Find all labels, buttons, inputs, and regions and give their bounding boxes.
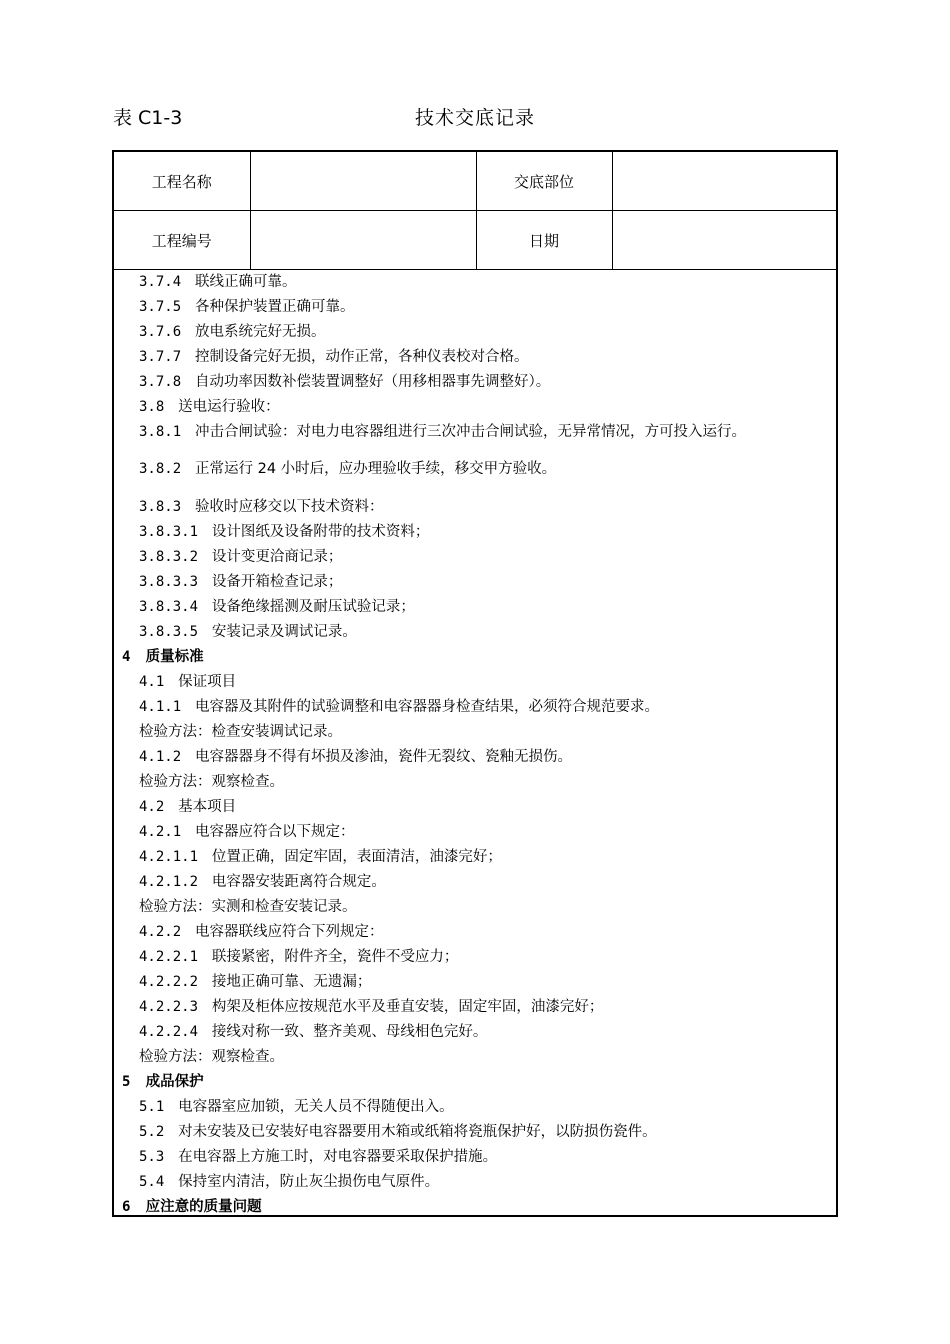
content-line xyxy=(139,1047,284,1067)
line-number: 3.7.4 xyxy=(139,274,182,290)
project-name-value xyxy=(250,152,476,211)
content-line xyxy=(139,1172,439,1192)
project-no-value xyxy=(250,211,476,270)
content-line xyxy=(139,947,458,967)
line-number: 3.8.3.1 xyxy=(139,524,199,540)
content-line xyxy=(139,1147,497,1167)
content-line xyxy=(139,722,342,742)
content-line xyxy=(139,297,354,317)
line-text: 联线正确可靠。 xyxy=(194,274,297,290)
content-line xyxy=(139,547,342,567)
line-text: 设备绝缘摇测及耐压试验记录； xyxy=(211,599,415,615)
line-number: 4.2.1.1 xyxy=(139,849,199,865)
content-line xyxy=(139,522,429,542)
line-text: 接线对称一致、整齐美观、母线相色完好。 xyxy=(211,1024,488,1040)
line-text: 设备开箱检查记录； xyxy=(211,574,343,590)
line-text: 冲击合闸试验：对电力电容器组进行三次冲击合闸试验，无异常情况，方可投入运行。 xyxy=(194,424,746,440)
line-number: 6 xyxy=(122,1199,131,1215)
project-no-label: 工程编号 xyxy=(114,211,250,270)
content-line xyxy=(122,647,204,667)
line-text: 检验方法：实测和检查安装记录。 xyxy=(139,899,357,915)
content-line xyxy=(139,422,746,442)
line-text: 电容器应符合以下规定： xyxy=(194,824,355,840)
line-number: 4.2.2.3 xyxy=(139,999,199,1015)
line-text: 控制设备完好无损，动作正常，各种仪表校对合格。 xyxy=(194,349,529,365)
content-line xyxy=(139,797,236,817)
line-text: 基本项目 xyxy=(178,799,237,815)
line-number: 4.1.2 xyxy=(139,749,182,765)
line-number: 5.4 xyxy=(139,1174,165,1190)
content-line xyxy=(139,1122,657,1142)
date-label: 日期 xyxy=(476,211,612,270)
line-text: 质量标准 xyxy=(145,649,204,665)
line-number: 4.2 xyxy=(139,799,165,815)
line-text: 检验方法：观察检查。 xyxy=(139,1049,284,1065)
project-name-label: 工程名称 xyxy=(114,152,250,211)
line-number: 5.1 xyxy=(139,1099,165,1115)
content-line xyxy=(139,772,284,792)
line-number: 4.2.1 xyxy=(139,824,182,840)
line-number: 5 xyxy=(122,1074,131,1090)
line-number: 5.2 xyxy=(139,1124,165,1140)
line-text: 应注意的质量问题 xyxy=(145,1199,262,1215)
content-line xyxy=(139,597,415,617)
content-line xyxy=(139,822,354,842)
content-line xyxy=(139,322,325,342)
line-number: 3.8.3 xyxy=(139,499,182,515)
content-line xyxy=(139,672,236,692)
content-line xyxy=(139,397,280,417)
line-text: 检验方法：观察检查。 xyxy=(139,774,284,790)
line-number: 3.7.5 xyxy=(139,299,182,315)
line-text: 放电系统完好无损。 xyxy=(194,324,326,340)
line-text: 设计变更洽商记录； xyxy=(211,549,343,565)
line-text: 保证项目 xyxy=(178,674,237,690)
content-line xyxy=(139,459,556,479)
line-number: 4.1 xyxy=(139,674,165,690)
line-number: 4.2.1.2 xyxy=(139,874,199,890)
location-value xyxy=(612,152,836,211)
line-number: 3.8.1 xyxy=(139,424,182,440)
line-text: 电容器联线应符合下列规定： xyxy=(194,924,384,940)
content-line xyxy=(139,272,296,292)
line-text: 位置正确，固定牢固，表面清洁，油漆完好； xyxy=(211,849,502,865)
line-text: 电容器安装距离符合规定。 xyxy=(211,874,386,890)
content-line xyxy=(139,922,383,942)
content-line xyxy=(139,572,342,592)
content-line xyxy=(139,1022,487,1042)
date-value xyxy=(612,211,836,270)
line-text: 设计图纸及设备附带的技术资料； xyxy=(211,524,430,540)
location-label: 交底部位 xyxy=(476,152,612,211)
content-line xyxy=(139,697,659,717)
content-line xyxy=(139,847,502,867)
content-line xyxy=(139,897,357,917)
content-line xyxy=(122,1197,262,1217)
line-text: 电容器室应加锁，无关人员不得随便出入。 xyxy=(178,1099,454,1115)
line-number: 3.7.7 xyxy=(139,349,182,365)
line-number: 3.8.2 xyxy=(139,461,182,477)
line-number: 4 xyxy=(122,649,131,665)
line-number: 3.8.3.5 xyxy=(139,624,199,640)
line-number: 3.8.3.3 xyxy=(139,574,199,590)
content-line xyxy=(122,1072,204,1092)
content-line xyxy=(139,872,386,892)
info-table xyxy=(114,152,836,270)
line-number: 4.2.2.4 xyxy=(139,1024,199,1040)
line-text: 接地正确可靠、无遗漏； xyxy=(211,974,372,990)
content-line xyxy=(139,747,572,767)
line-text: 对未安装及已安装好电容器要用木箱或纸箱将瓷瓶保护好，以防损伤瓷件。 xyxy=(178,1124,657,1140)
line-text: 送电运行验收： xyxy=(178,399,280,415)
content-line xyxy=(139,347,528,367)
line-number: 4.1.1 xyxy=(139,699,182,715)
line-text: 检验方法：检查安装调试记录。 xyxy=(139,724,342,740)
line-text: 电容器器身不得有坏损及渗油，瓷件无裂纹、瓷釉无损伤。 xyxy=(194,749,572,765)
line-text: 验收时应移交以下技术资料： xyxy=(194,499,384,515)
document-title: 技术交底记录 xyxy=(414,107,535,129)
content-line xyxy=(139,972,371,992)
line-text: 构架及柜体应按规范水平及垂直安装，固定牢固，油漆完好； xyxy=(211,999,604,1015)
line-text: 安装记录及调试记录。 xyxy=(211,624,357,640)
line-number: 3.8.3.2 xyxy=(139,549,199,565)
line-number: 5.3 xyxy=(139,1149,165,1165)
line-number: 4.2.2.2 xyxy=(139,974,199,990)
content-line xyxy=(139,372,550,392)
line-text: 各种保护装置正确可靠。 xyxy=(194,299,355,315)
line-text: 电容器及其附件的试验调整和电容器器身检查结果，必须符合规范要求。 xyxy=(194,699,659,715)
line-number: 3.8 xyxy=(139,399,165,415)
content-line xyxy=(139,622,357,642)
line-number: 3.7.6 xyxy=(139,324,182,340)
line-text: 在电容器上方施工时，对电容器要采取保护措施。 xyxy=(178,1149,498,1165)
content-line xyxy=(139,497,383,517)
line-number: 3.7.8 xyxy=(139,374,182,390)
line-text: 正常运行 24 小时后，应办理验收手续，移交甲方验收。 xyxy=(194,461,557,477)
content-line xyxy=(139,1097,454,1117)
content-line xyxy=(139,997,603,1017)
line-text: 保持室内清洁，防止灰尘损伤电气原件。 xyxy=(178,1174,440,1190)
line-text: 联接紧密，附件齐全，瓷件不受应力； xyxy=(211,949,459,965)
line-number: 3.8.3.4 xyxy=(139,599,199,615)
line-text: 成品保护 xyxy=(145,1074,204,1090)
document-frame xyxy=(112,150,838,1217)
form-code: 表 C1-3 xyxy=(113,107,183,129)
line-number: 4.2.2 xyxy=(139,924,182,940)
line-text: 自动功率因数补偿装置调整好（用移相器事先调整好）。 xyxy=(194,374,551,390)
line-number: 4.2.2.1 xyxy=(139,949,199,965)
